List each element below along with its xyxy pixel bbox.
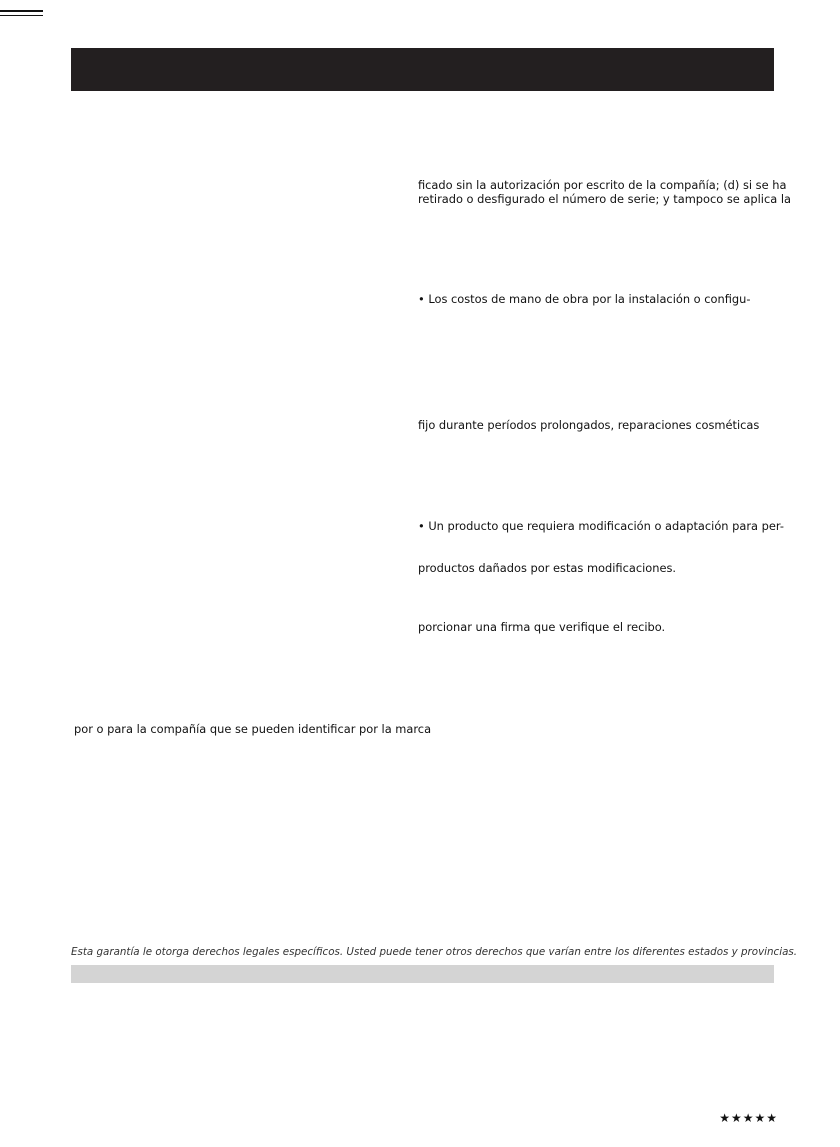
header-bar — [71, 48, 774, 91]
footer-bar — [71, 965, 774, 983]
text-line-l1: por o para la compañía que se pueden identificar por la marca — [74, 722, 432, 736]
text-line-r1: ficado sin la autorización por escrito de la compañía; (d) si se ha — [418, 178, 787, 192]
corner-crop-mark — [0, 0, 43, 18]
text-line-r7: porcionar una firma que verifique el recibo. — [418, 620, 666, 634]
warranty-footer-note: Esta garantía le otorga derechos legales específicos. Usted puede tener otros derechos que varían entre los diferentes estados y provincias. — [71, 946, 798, 958]
crop-mark-line-thin — [0, 15, 43, 16]
crop-mark-line-thick — [0, 10, 43, 12]
text-line-r6: productos dañados por estas modificaciones. — [418, 561, 677, 575]
text-line-r3: • Los costos de mano de obra por la instalación o configu- — [418, 292, 751, 306]
text-line-r5: • Un producto que requiera modificación o adaptación para per- — [418, 519, 784, 533]
text-line-r4: fijo durante períodos prolongados, reparaciones cosméticas — [418, 418, 760, 432]
star-rating-icon: ★★★★★ — [719, 1111, 778, 1125]
text-line-r2: retirado o desfigurado el número de serie; y tampoco se aplica la — [418, 192, 791, 206]
